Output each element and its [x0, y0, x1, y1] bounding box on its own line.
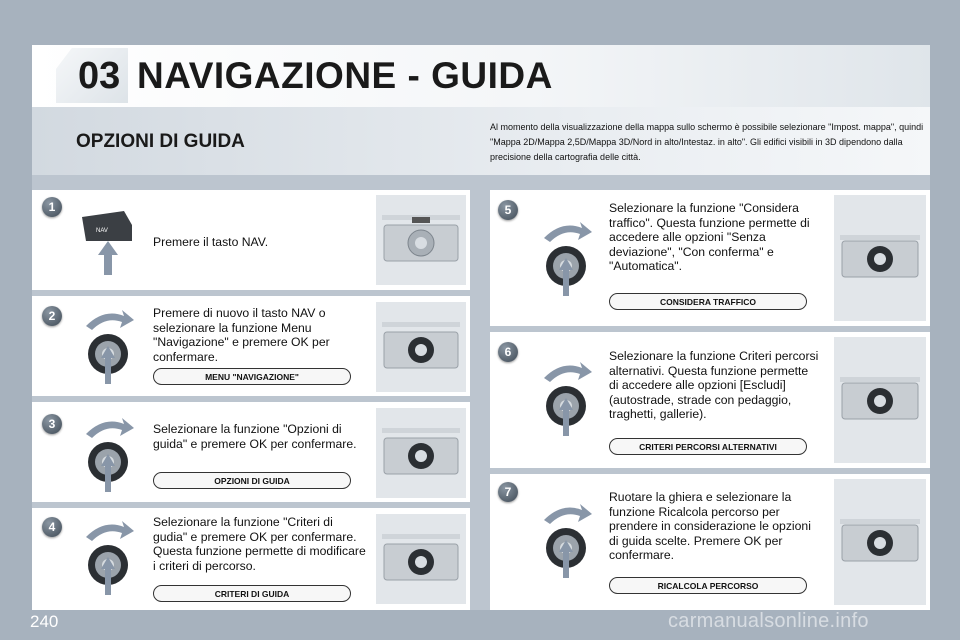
- watermark: carmanualsonline.info: [668, 610, 869, 632]
- page-number: 240: [30, 612, 59, 631]
- step-label-6: CRITERI PERCORSI ALTERNATIVI: [609, 438, 807, 455]
- step-thumbnail-5: [834, 195, 926, 321]
- step-thumbnail-3: [376, 408, 466, 498]
- control-panel-icon: [376, 195, 466, 285]
- step-text-7: Ruotare la ghiera e selezionare la funzione Ricalcola percorso per prendere in considerazione le opzioni di guida scelte. Premere OK per confermare.: [609, 490, 811, 562]
- step-number-4: 4: [42, 517, 62, 537]
- step-label-7: RICALCOLA PERCORSO: [609, 577, 807, 594]
- step-thumbnail-2: [376, 302, 466, 392]
- control-panel-icon: [376, 408, 466, 498]
- step-number-2: 2: [42, 306, 62, 326]
- control-panel-icon: [834, 479, 926, 605]
- rotary-knob-icon: [74, 306, 144, 386]
- step-number-3: 3: [42, 414, 62, 434]
- step-number-6: 6: [498, 342, 518, 362]
- intro-text: Al momento della visualizzazione della mappa sullo schermo è possibile selezionare "Impost. mappa", quindi "Mappa 2D/Mappa 2,5D/Mappa 3D/Nord in alto/Intestaz. in alto". Gli edifici visibili in 3D dipendono dalla precisione della cartografia delle città.: [490, 122, 924, 162]
- rotary-knob-icon: [532, 358, 602, 438]
- rotary-knob-icon: [532, 218, 602, 298]
- step-thumbnail-6: [834, 337, 926, 463]
- subheader-title: OPZIONI DI GUIDA: [76, 131, 245, 152]
- step-label-2: MENU "NAVIGAZIONE": [153, 368, 351, 385]
- control-panel-icon: [834, 195, 926, 321]
- step-text-2: Premere di nuovo il tasto NAV o selezionare la funzione Menu "Navigazione" e premere OK per confermare.: [153, 306, 330, 364]
- step-thumbnail-7: [834, 479, 926, 605]
- step-label-5: CONSIDERA TRAFFICO: [609, 293, 807, 310]
- rotary-knob-icon: [532, 500, 602, 580]
- rotary-knob-icon: [74, 414, 144, 494]
- rotary-knob-icon: [74, 517, 144, 597]
- step-number-1: 1: [42, 197, 62, 217]
- step-text-5: Selezionare la funzione "Considera traffico". Questa funzione permette di accedere alle opzioni "Senza deviazione", "Con conferma" e "Automatica".: [609, 201, 810, 273]
- control-panel-icon: [376, 302, 466, 392]
- step-label-4: CRITERI DI GUIDA: [153, 585, 351, 602]
- section-number: 03: [78, 55, 121, 97]
- step-thumbnail-4: [376, 514, 466, 604]
- control-panel-icon: [376, 514, 466, 604]
- nav-key-label: NAV: [96, 228, 108, 234]
- step-text-1: Premere il tasto NAV.: [153, 235, 269, 249]
- step-number-7: 7: [498, 482, 518, 502]
- step-number-5: 5: [498, 200, 518, 220]
- page-title: NAVIGAZIONE - GUIDA: [137, 55, 553, 96]
- step-text-3: Selezionare la funzione "Opzioni di guida" e premere OK per confermare.: [153, 422, 357, 451]
- step-text-4: Selezionare la funzione "Criteri di gudia" e premere OK per confermare. Questa funzione permette di modificare i criteri di percorso.: [153, 515, 366, 573]
- step-text-6: Selezionare la funzione Criteri percorsi alternativi. Questa funzione permette di accedere alle opzioni [Escludi] (autostrade, strade con pedaggio, traghetti, gallerie).: [609, 349, 819, 421]
- nav-key-icon: [78, 207, 138, 277]
- step-label-3: OPZIONI DI GUIDA: [153, 472, 351, 489]
- step-thumbnail-1: [376, 195, 466, 285]
- control-panel-icon: [834, 337, 926, 463]
